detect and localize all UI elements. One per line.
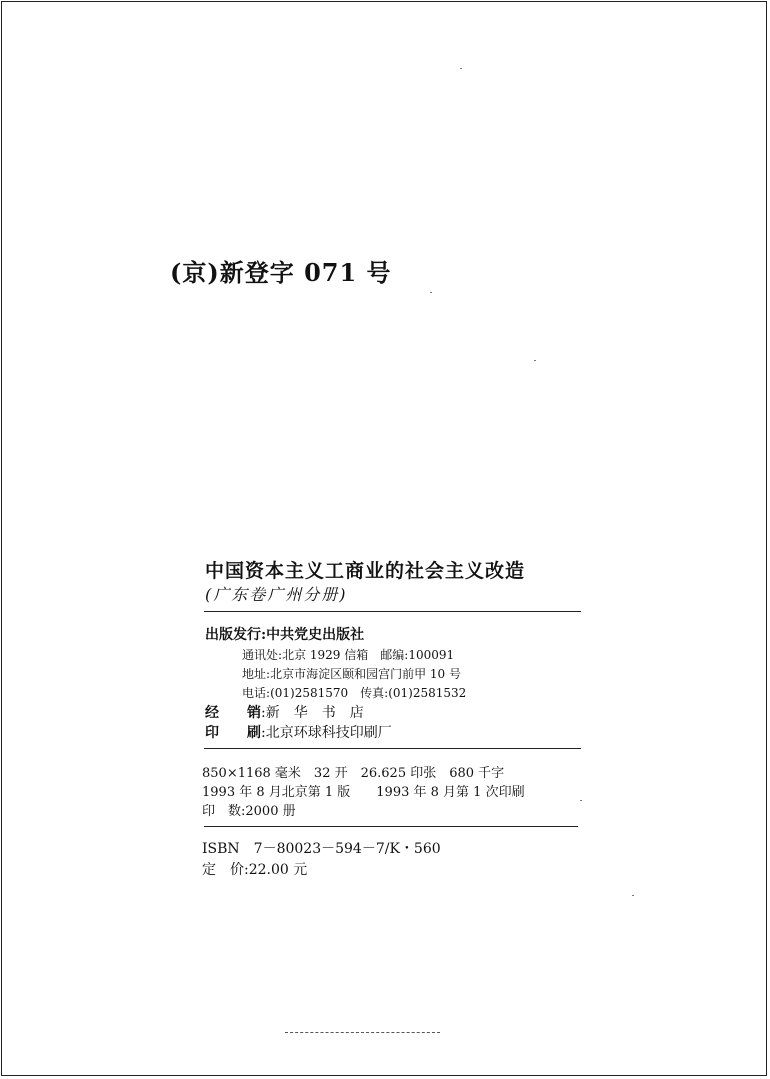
distribution-value: 新 华 书 店	[265, 705, 364, 721]
divider-middle	[204, 748, 581, 749]
distribution-row: 经 销:新 华 书 店	[205, 705, 364, 721]
book-title: 中国资本主义工商业的社会主义改造	[205, 560, 526, 582]
scan-speck	[534, 360, 536, 361]
phone-value: (01)2581570	[270, 686, 349, 700]
address-label: 地址	[242, 667, 267, 681]
scan-dash	[285, 1032, 440, 1033]
mail-row: 通讯处:北京 1929 信箱 邮编:100091	[242, 648, 455, 662]
fax-label: 传真	[360, 686, 385, 700]
distribution-label: 经 销	[205, 705, 261, 721]
printing-label: 印 刷	[205, 725, 261, 741]
printing-value: 北京环球科技印刷厂	[265, 725, 392, 741]
address-value: 北京市海淀区颐和园宫门前甲 10 号	[270, 667, 461, 681]
divider-bottom	[204, 826, 578, 827]
scan-speck	[460, 68, 462, 69]
mail-label: 通讯处	[242, 648, 279, 662]
scan-speck	[580, 800, 582, 801]
scan-speck	[430, 292, 432, 293]
isbn-line: ISBN 7－80023－594－7/K・560	[202, 841, 441, 857]
divider-top	[204, 611, 581, 612]
phone-label: 电话	[242, 686, 267, 700]
scan-speck	[632, 895, 634, 896]
page-border	[1, 1, 767, 1076]
fax-value: (01)2581532	[388, 686, 467, 700]
registration-number: (京)新登字 071 号	[170, 258, 392, 287]
mail-value: 北京 1929 信箱	[282, 648, 369, 662]
publisher-colon: :	[261, 627, 267, 643]
book-subtitle: (广东卷广州分册)	[205, 585, 348, 604]
price-line: 定 价:22.00 元	[202, 862, 308, 878]
phone-row: 电话:(01)2581570 传真:(01)2581532	[242, 686, 467, 700]
format-line: 850×1168 毫米 32 开 26.625 印张 680 千字	[202, 766, 505, 781]
address-row: 地址:北京市海淀区颐和园宫门前甲 10 号	[242, 667, 461, 681]
print-run-line: 印 数:2000 册	[202, 804, 296, 819]
publisher-row	[205, 624, 364, 644]
publisher-name: 中共党史出版社	[266, 627, 365, 643]
postcode-label: 邮编	[380, 648, 405, 662]
edition-line: 1993 年 8 月北京第 1 版 1993 年 8 月第 1 次印刷	[202, 785, 525, 800]
publisher-label: 出版发行	[205, 627, 261, 643]
postcode-value: 100091	[408, 648, 455, 662]
printing-row: 印 刷:北京环球科技印刷厂	[205, 725, 392, 741]
